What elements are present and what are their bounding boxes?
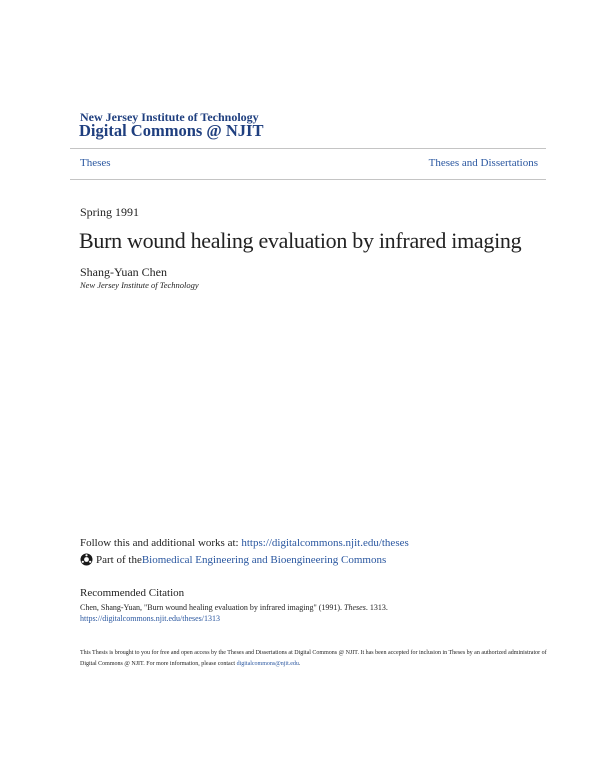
citation-text: Chen, Shang-Yuan, "Burn wound healing evaluation by infrared imaging" (1991). bbox=[80, 603, 345, 612]
repository-name[interactable]: Digital Commons @ NJIT bbox=[79, 121, 264, 140]
access-statement bbox=[80, 648, 550, 670]
access-statement-text: This Thesis is brought to you for free and open access by the Theses and Dissertations at Digital Commons @ NJIT. It has been accepted for inclusion in Theses by an authorized administrator of Digital Commons @ NJIT. For more information, please contact bbox=[80, 650, 547, 667]
thesis-title: Burn wound healing evaluation by infrared imaging bbox=[79, 228, 522, 253]
author-affiliation: New Jersey Institute of Technology bbox=[80, 280, 199, 290]
access-statement-end: . bbox=[298, 661, 301, 667]
citation-url[interactable]: https://digitalcommons.njit.edu/theses/1313 bbox=[80, 614, 220, 623]
citation-series: Theses bbox=[344, 603, 366, 612]
theses-and-dissertations-link[interactable]: Theses and Dissertations bbox=[428, 157, 538, 169]
citation-number: . 1313. bbox=[365, 603, 388, 612]
bottom-divider bbox=[70, 179, 546, 180]
citation-block bbox=[80, 602, 540, 624]
theses-link[interactable]: Theses bbox=[80, 157, 111, 169]
commons-network-icon bbox=[80, 553, 93, 566]
publication-date: Spring 1991 bbox=[80, 205, 140, 219]
top-divider bbox=[70, 148, 546, 149]
author-name: Shang-Yuan Chen bbox=[80, 265, 167, 279]
theses-collection-link[interactable]: https://digitalcommons.njit.edu/theses bbox=[241, 537, 409, 549]
recommended-citation-heading: Recommended Citation bbox=[80, 587, 185, 599]
follow-text: Follow this and additional works at: bbox=[80, 537, 242, 549]
contact-email-link[interactable]: digitalcommons@njit.edu bbox=[236, 661, 299, 667]
commons-link[interactable]: Biomedical Engineering and Bioengineering Commons bbox=[141, 553, 387, 566]
institution-name: New Jersey Institute of Technology bbox=[80, 110, 259, 124]
follow-line bbox=[80, 537, 409, 549]
part-of-text: Part of the bbox=[96, 553, 142, 566]
part-of-line bbox=[80, 553, 386, 566]
